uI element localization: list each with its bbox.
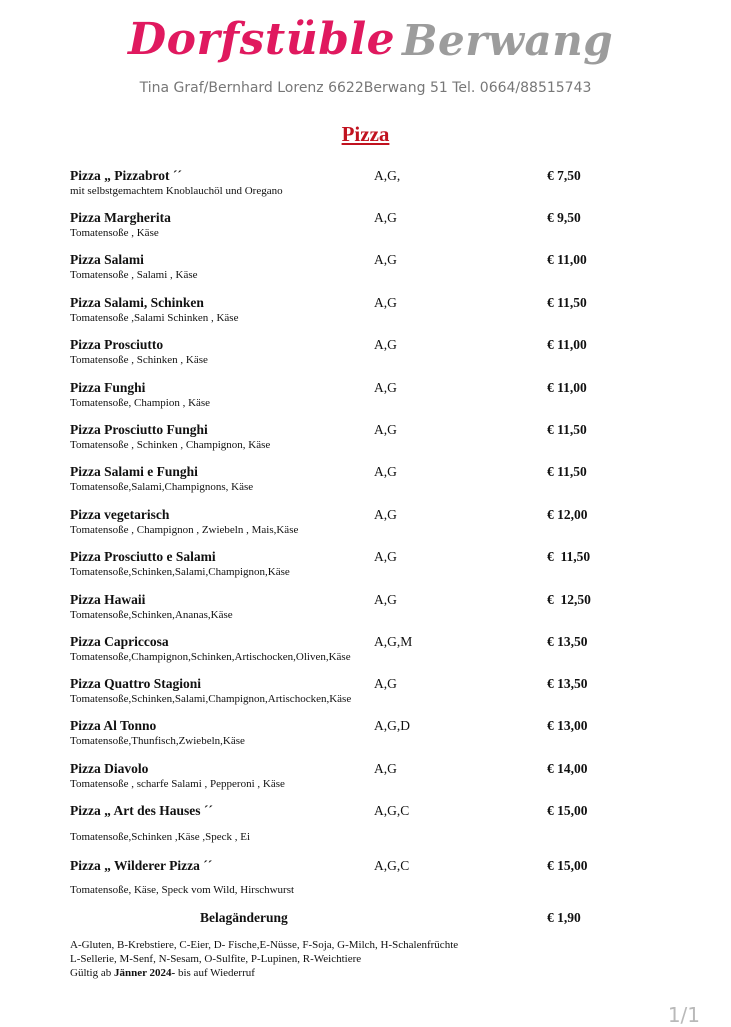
item-name: Pizza Salami: [70, 252, 144, 267]
menu-item: [70, 549, 670, 583]
item-price: € 11,50: [547, 295, 587, 310]
item-description: Tomatensoße,Salami,Champignons, Käse: [70, 481, 254, 493]
item-name: Pizza Prosciutto e Salami: [70, 549, 216, 564]
menu-item: [70, 380, 670, 414]
item-name: Pizza Prosciutto: [70, 337, 164, 352]
item-price: € 9,50: [547, 210, 581, 225]
allergen-legend-line: A-Gluten, B-Krebstiere, C-Eier, D- Fische,E-Nüsse, F-Soja, G-Milch, H-Schalenfrüchte: [70, 939, 459, 951]
item-description: Tomatensoße , scharfe Salami , Pepperoni , Käse: [70, 778, 285, 790]
menu-item: [70, 464, 670, 498]
menu-item: [70, 168, 670, 202]
item-description: Tomatensoße,Thunfisch,Zwiebeln,Käse: [70, 735, 245, 747]
validity-prefix: Gültig ab: [70, 967, 114, 979]
item-price: € 13,50: [547, 634, 588, 649]
item-description: Tomatensoße,Schinken,Salami,Champignon,Käse: [70, 566, 290, 578]
item-price: € 11,50: [547, 549, 591, 564]
menu-item: [70, 295, 670, 329]
item-allergens: A,G: [374, 380, 397, 395]
item-name: Pizza Capriccosa: [70, 634, 169, 649]
item-price: € 15,00: [547, 803, 588, 818]
item-price: € 15,00: [547, 858, 588, 873]
item-description: mit selbstgemachtem Knoblauchöl und Oregano: [70, 185, 283, 197]
item-description: Tomatensoße , Schinken , Käse: [70, 354, 208, 366]
item-allergens: A,G: [374, 295, 397, 310]
item-allergens: A,G: [374, 549, 397, 564]
item-name: Pizza Prosciutto Funghi: [70, 422, 208, 437]
menu-item: [70, 761, 670, 795]
item-allergens: A,G: [374, 676, 397, 691]
menu-item: [70, 507, 670, 541]
item-description: Tomatensoße, Käse, Speck vom Wild, Hirschwurst: [70, 884, 295, 896]
item-price: € 11,00: [547, 252, 587, 267]
item-allergens: A,G,M: [374, 634, 413, 649]
menu-item: [70, 634, 670, 668]
topping-change-label: Belagänderung: [200, 910, 288, 925]
item-allergens: A,G: [374, 210, 397, 225]
section-title: Pizza: [341, 122, 390, 146]
item-description: Tomatensoße, Champion , Käse: [70, 397, 211, 409]
item-price: € 11,50: [547, 464, 587, 479]
item-description: Tomatensoße,Schinken,Salami,Champignon,Artischocken,Käse: [70, 693, 352, 705]
item-price: € 12,00: [547, 507, 588, 522]
item-price: € 7,50: [547, 168, 581, 183]
item-allergens: A,G: [374, 464, 397, 479]
item-name: Pizza „ Art des Hauses ´´: [70, 803, 213, 818]
item-price: € 13,00: [547, 718, 588, 733]
validity-date: Jänner 2024-: [114, 967, 176, 979]
item-name: Pizza „ Wilderer Pizza ´´: [70, 858, 213, 873]
item-description: Tomatensoße,Champignon,Schinken,Artischocken,Oliven,Käse: [70, 651, 351, 663]
validity-note: [70, 966, 458, 980]
item-description: Tomatensoße , Champignon , Zwiebeln , Mais,Käse: [70, 524, 299, 536]
item-description: Tomatensoße , Salami , Käse: [70, 269, 198, 281]
page-indicator: 1/1: [667, 1003, 700, 1027]
item-description: Tomatensoße , Schinken , Champignon, Käse: [70, 439, 271, 451]
item-allergens: A,G: [374, 761, 397, 776]
topping-change-price: € 1,90: [547, 910, 581, 925]
item-allergens: A,G: [374, 507, 397, 522]
item-description: Tomatensoße,Schinken ,Käse ,Speck , Ei: [70, 831, 251, 843]
menu-item: [70, 803, 670, 843]
menu-item: [70, 718, 670, 752]
item-price: € 12,50: [547, 592, 591, 607]
allergen-legend-line: L-Sellerie, M-Senf, N-Sesam, O-Sulfite, P-Lupinen, R-Weichtiere: [70, 953, 362, 965]
item-name: Pizza Hawaii: [70, 592, 146, 607]
item-allergens: A,G: [374, 592, 397, 607]
menu-item: [70, 422, 670, 456]
item-price: € 11,50: [547, 422, 587, 437]
menu-item: [70, 858, 670, 896]
item-name: Pizza vegetarisch: [70, 507, 170, 522]
item-name: Pizza „ Pizzabrot ´´: [70, 168, 182, 183]
item-name: Pizza Salami, Schinken: [70, 295, 204, 310]
item-price: € 11,00: [547, 380, 587, 395]
item-name: Pizza Al Tonno: [70, 718, 157, 733]
item-price: € 14,00: [547, 761, 588, 776]
item-allergens: A,G,: [374, 168, 401, 183]
menu-item: [70, 592, 670, 626]
item-allergens: A,G,C: [374, 803, 410, 818]
item-price: € 11,00: [547, 337, 587, 352]
footer-notes: [70, 938, 458, 980]
item-allergens: A,G: [374, 337, 397, 352]
header: [0, 14, 731, 74]
item-name: Pizza Diavolo: [70, 761, 149, 776]
menu-item: [70, 210, 670, 244]
item-allergens: A,G: [374, 252, 397, 267]
item-name: Pizza Funghi: [70, 380, 146, 395]
item-price: € 13,50: [547, 676, 588, 691]
menu-item: [70, 252, 670, 286]
item-allergens: A,G,C: [374, 858, 410, 873]
restaurant-name: Dorfstüble: [128, 14, 396, 65]
validity-suffix: bis auf Wiederruf: [175, 967, 255, 979]
menu-item: [70, 676, 670, 710]
menu-item: [70, 337, 670, 371]
item-name: Pizza Salami e Funghi: [70, 464, 198, 479]
item-description: Tomatensoße,Schinken,Ananas,Käse: [70, 609, 233, 621]
item-name: Pizza Margherita: [70, 210, 171, 225]
restaurant-location: Berwang: [402, 16, 614, 65]
item-description: Tomatensoße ,Salami Schinken , Käse: [70, 312, 239, 324]
item-description: Tomatensoße , Käse: [70, 227, 159, 239]
item-allergens: A,G,D: [374, 718, 410, 733]
item-name: Pizza Quattro Stagioni: [70, 676, 201, 691]
item-allergens: A,G: [374, 422, 397, 437]
contact-line: Tina Graf/Bernhard Lorenz 6622Berwang 51 Tel. 0664/88515743: [139, 80, 592, 96]
